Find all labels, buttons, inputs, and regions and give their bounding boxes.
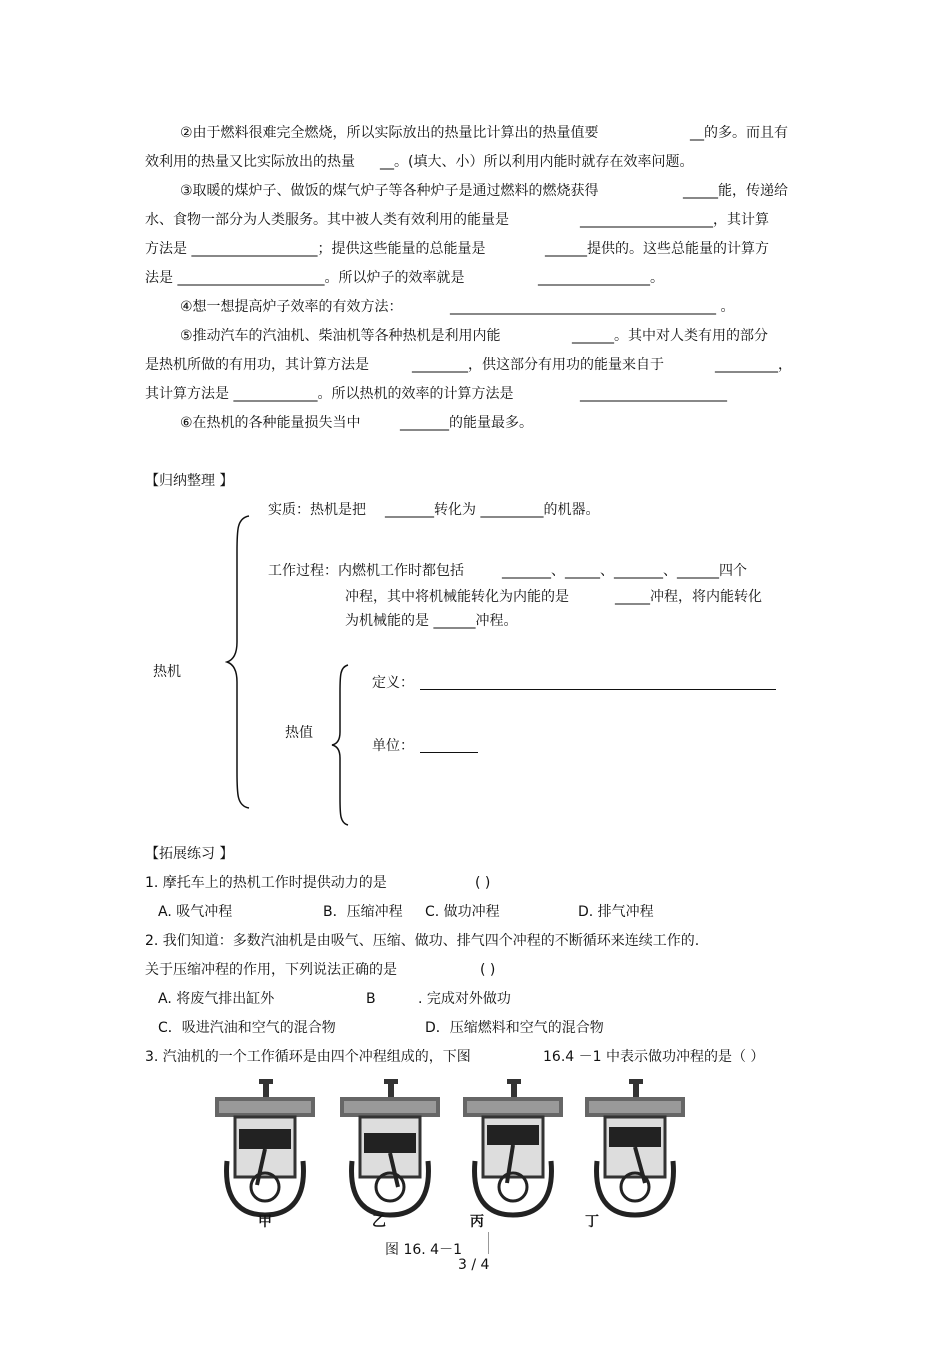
option: B．压缩冲程 <box>323 904 403 920</box>
text-line: 工作过程：内燃机工作时都包括 <box>268 563 464 579</box>
definition-blank <box>420 676 776 690</box>
engine-strokes-figure <box>205 1075 695 1235</box>
option: C. 做功冲程 <box>425 904 500 920</box>
text-line: _______转化为 _________的机器。 <box>385 502 600 518</box>
text-line: ___________________，其计算 <box>580 212 769 228</box>
text-line: 是热机所做的有用功，其计算方法是 <box>145 357 369 373</box>
text-line: ________，供这部分有用功的能量来自于 <box>412 357 664 373</box>
text-line: ②由于燃料很难完全燃烧，所以实际放出的热量比计算出的热量值要 <box>180 125 599 141</box>
text-line: 法是 _____________________。所以炉子的效率就是 <box>145 270 465 286</box>
option: A. 吸气冲程 <box>158 904 233 920</box>
question: 3. 汽油机的一个工作循环是由四个冲程组成的，下图 <box>145 1049 471 1065</box>
question: 16.4 －1 中表示做功冲程的是（ ） <box>543 1049 765 1065</box>
text-line: _______的能量最多。 <box>400 415 533 431</box>
figure-label: 丁 <box>585 1214 599 1230</box>
answer-paren: ( ) <box>475 875 491 891</box>
divider <box>488 1232 489 1254</box>
text-line: _____冲程，将内能转化 <box>615 589 762 605</box>
text-line: 为机械能的是 ______冲程。 <box>345 613 518 629</box>
brace-icon <box>225 512 255 812</box>
figure-label: 丙 <box>470 1214 484 1230</box>
figure-label: 甲 <box>258 1214 272 1230</box>
brace-icon <box>330 662 354 828</box>
heat-value-label: 热值 <box>285 725 313 741</box>
answer-paren: ( ) <box>480 962 496 978</box>
text-line: _____________________ <box>580 386 727 402</box>
text-line: ______________________________________ 。 <box>450 299 735 315</box>
text-line: ________________。 <box>538 270 664 286</box>
option: . 完成对外做功 <box>418 991 511 1007</box>
text-line: __。(填大、小）所以利用内能时就存在效率问题。 <box>380 154 694 170</box>
option: D．压缩燃料和空气的混合物 <box>425 1020 604 1036</box>
text-line: __的多。而且有 <box>690 125 788 141</box>
option: C．吸进汽油和空气的混合物 <box>158 1020 336 1036</box>
text-line: 水、食物一部分为人类服务。其中被人类有效利用的能量是 <box>145 212 509 228</box>
figure-caption: 图 16. 4－1 <box>385 1242 462 1258</box>
text-line: ______。其中对人类有用的部分 <box>572 328 768 344</box>
question: 1. 摩托车上的热机工作时提供动力的是 <box>145 875 387 891</box>
text-line: _____能，传递给 <box>683 183 788 199</box>
figure-label: 乙 <box>372 1214 386 1230</box>
text-line: ③取暖的煤炉子、做饭的煤气炉子等各种炉子是通过燃料的燃烧获得 <box>180 183 599 199</box>
text-line: ⑤推动汽车的汽油机、柴油机等各种热机是利用内能 <box>180 328 501 344</box>
section-heading: 【拓展练习 】 <box>145 846 234 862</box>
text-line: 实质：热机是把 <box>268 502 366 518</box>
text-line: _______、_____、_______、______四个 <box>502 563 747 579</box>
unit-label: 单位： <box>372 738 414 754</box>
unit-blank <box>420 739 478 753</box>
text-line: 效利用的热量又比实际放出的热量 <box>145 154 355 170</box>
text-line: 方法是 __________________；提供这些能量的总能量是 <box>145 241 486 257</box>
text-line: ⑥在热机的各种能量损失当中 <box>180 415 361 431</box>
question: 关于压缩冲程的作用，下列说法正确的是 <box>145 962 397 978</box>
option: B <box>366 991 376 1007</box>
section-heading: 【归纳整理 】 <box>145 473 234 489</box>
option: A. 将废气排出缸外 <box>158 991 275 1007</box>
text-line: 其计算方法是 ____________。所以热机的效率的计算方法是 <box>145 386 514 402</box>
option: D. 排气冲程 <box>578 904 654 920</box>
text-line: ④想一想提高炉子效率的有效方法： <box>180 299 403 315</box>
definition-label: 定义： <box>372 675 414 691</box>
text-line: 冲程，其中将机械能转化为内能的是 <box>345 589 569 605</box>
text-line: _________， <box>715 357 792 373</box>
page-number: 3 / 4 <box>458 1257 490 1273</box>
root-label: 热机 <box>153 664 181 680</box>
text-line: ______提供的。这些总能量的计算方 <box>545 241 769 257</box>
question: 2. 我们知道：多数汽油机是由吸气、压缩、做功、排气四个冲程的不断循环来连续工作的. <box>145 933 700 949</box>
